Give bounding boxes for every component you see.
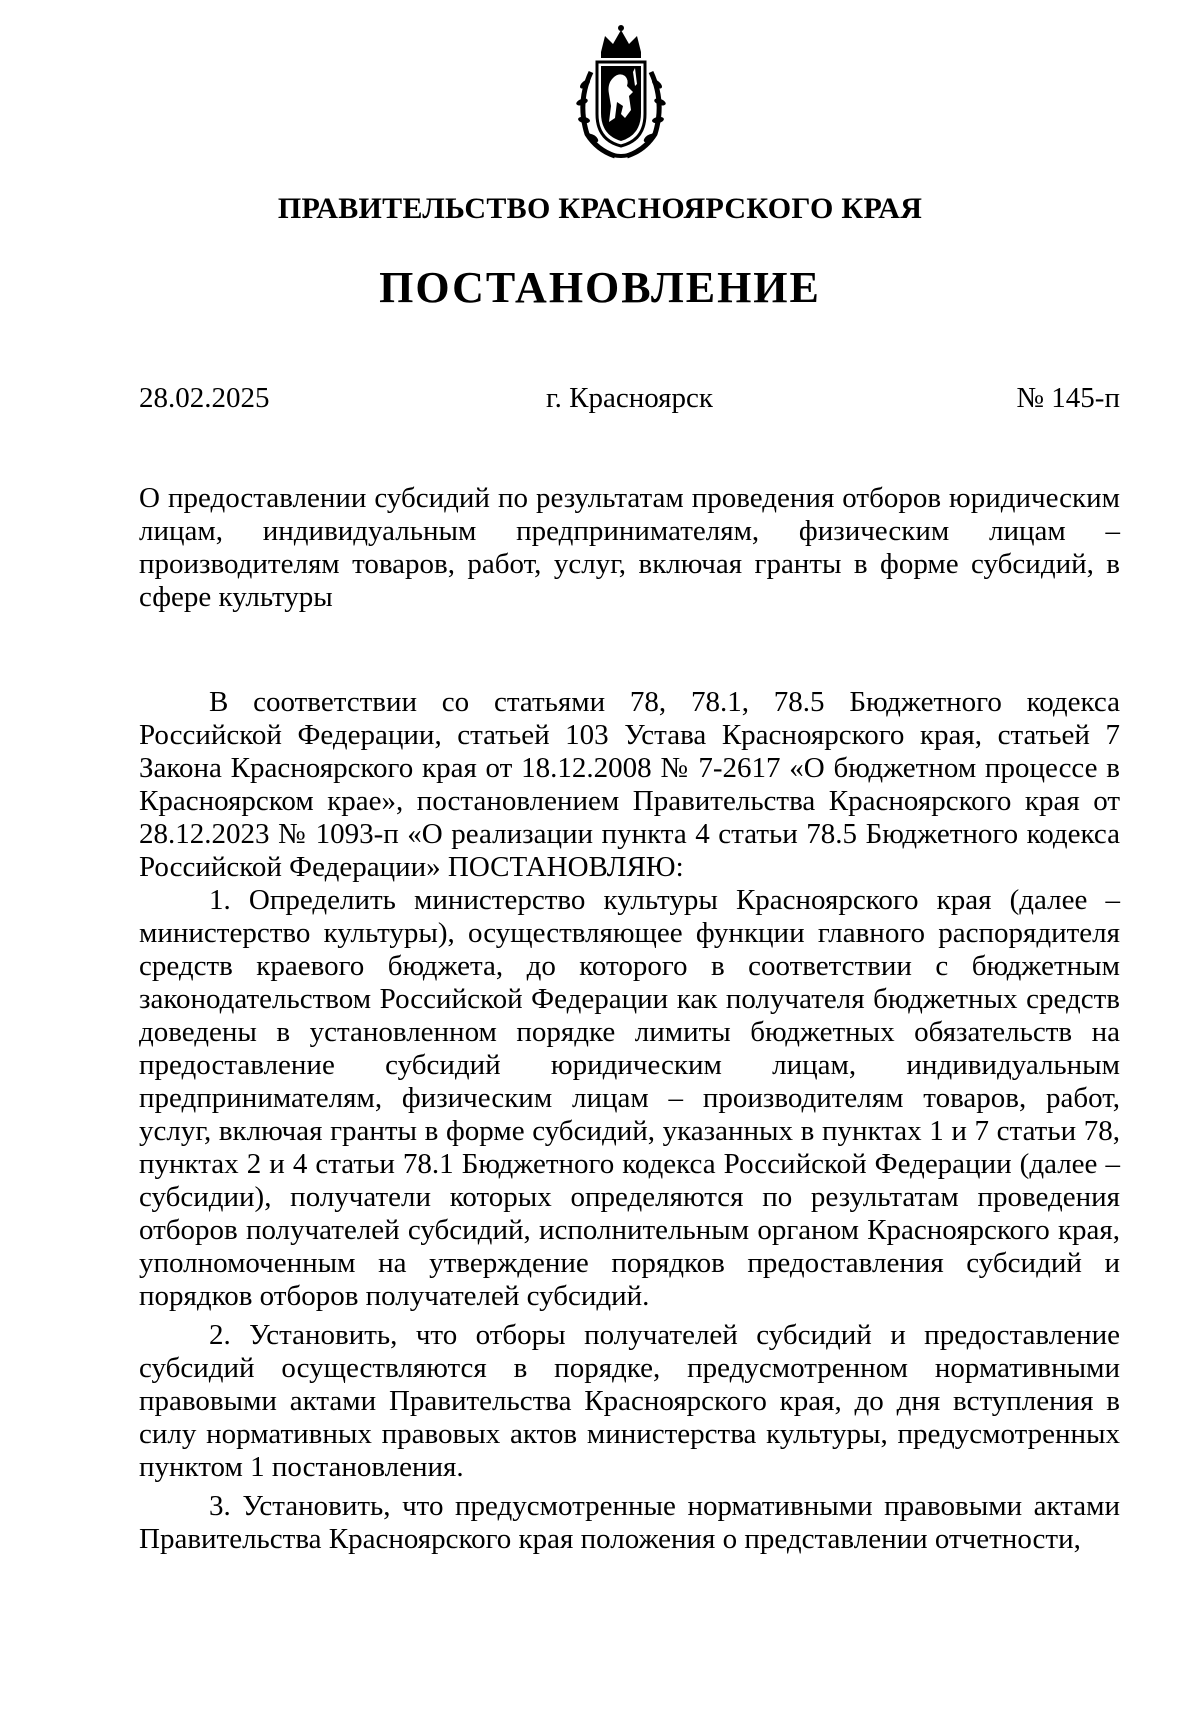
document-city: г. Красноярск bbox=[546, 382, 713, 414]
preamble-paragraph: В соответствии со статьями 78, 78.1, 78.5 Бюджетного кодекса Российской Федерации, статьей 103 Устава Красноярского края, статьей 7 Закона Красноярского края от 18.12.2008 № 7-2617 «О бюджетном процессе в Красноярском крае», постановлением Правительства Красноярского края от 28.12.2023 № 1093-п «О реализации пункта 4 статьи 78.5 Бюджетного кодекса Российской Федерации» ПОСТАНОВЛЯЮ: bbox=[139, 686, 1120, 883]
document-type-title: ПОСТАНОВЛЕНИЕ bbox=[379, 263, 821, 312]
clause-2-paragraph: 2. Установить, что отборы получателей субсидий и предоставление субсидий осуществляются в порядке, предусмотренном нормативными правовыми актами Правительства Красноярского края, до дня вступления в силу нормативных правовых актов министерства культуры, предусмотренных пунктом 1 постановления. bbox=[139, 1319, 1120, 1483]
clause-1-paragraph: 1. Определить министерство культуры Красноярского края (далее – министерство культуры), осуществляющее функции главного распорядителя средств краевого бюджета, до которого в соответствии с бюджетным законодательством Российской Федерации как получателя бюджетных средств доведены в установленном порядке лимиты бюджетных обязательств на предоставление субсидий юридическим лицам, индивидуальным предпринимателям, физическим лицам – производителям товаров, работ, услуг, включая гранты в форме субсидий, указанных в пунктах 1 и 7 статьи 78, пунктах 2 и 4 статьи 78.1 Бюджетного кодекса Российской Федерации (далее – субсидии), получатели которых определяются по результатам проведения отборов получателей субсидий, исполнительным органом Красноярского края, уполномоченным на утверждение порядков предоставления субсидий и порядков отборов получателей субсидий. bbox=[139, 884, 1120, 1312]
document-meta-row bbox=[139, 382, 1120, 418]
government-name: ПРАВИТЕЛЬСТВО КРАСНОЯРСКОГО КРАЯ bbox=[277, 192, 923, 225]
document-number: № 145-п bbox=[1016, 382, 1120, 414]
document-date: 28.02.2025 bbox=[139, 382, 270, 414]
document-body bbox=[139, 686, 1120, 1556]
document-subject: О предоставлении субсидий по результатам проведения отборов юридическим лицам, индивидуальным предпринимателям, физическим лицам – производителям товаров, работ, услуг, включая гранты в форме субсидий, в сфере культуры bbox=[139, 482, 1120, 613]
krasnoyarsk-coat-of-arms-icon bbox=[571, 22, 671, 162]
clause-3-paragraph: 3. Установить, что предусмотренные нормативными правовыми актами Правительства Красноярского края положения о представлении отчетности, bbox=[139, 1490, 1120, 1555]
